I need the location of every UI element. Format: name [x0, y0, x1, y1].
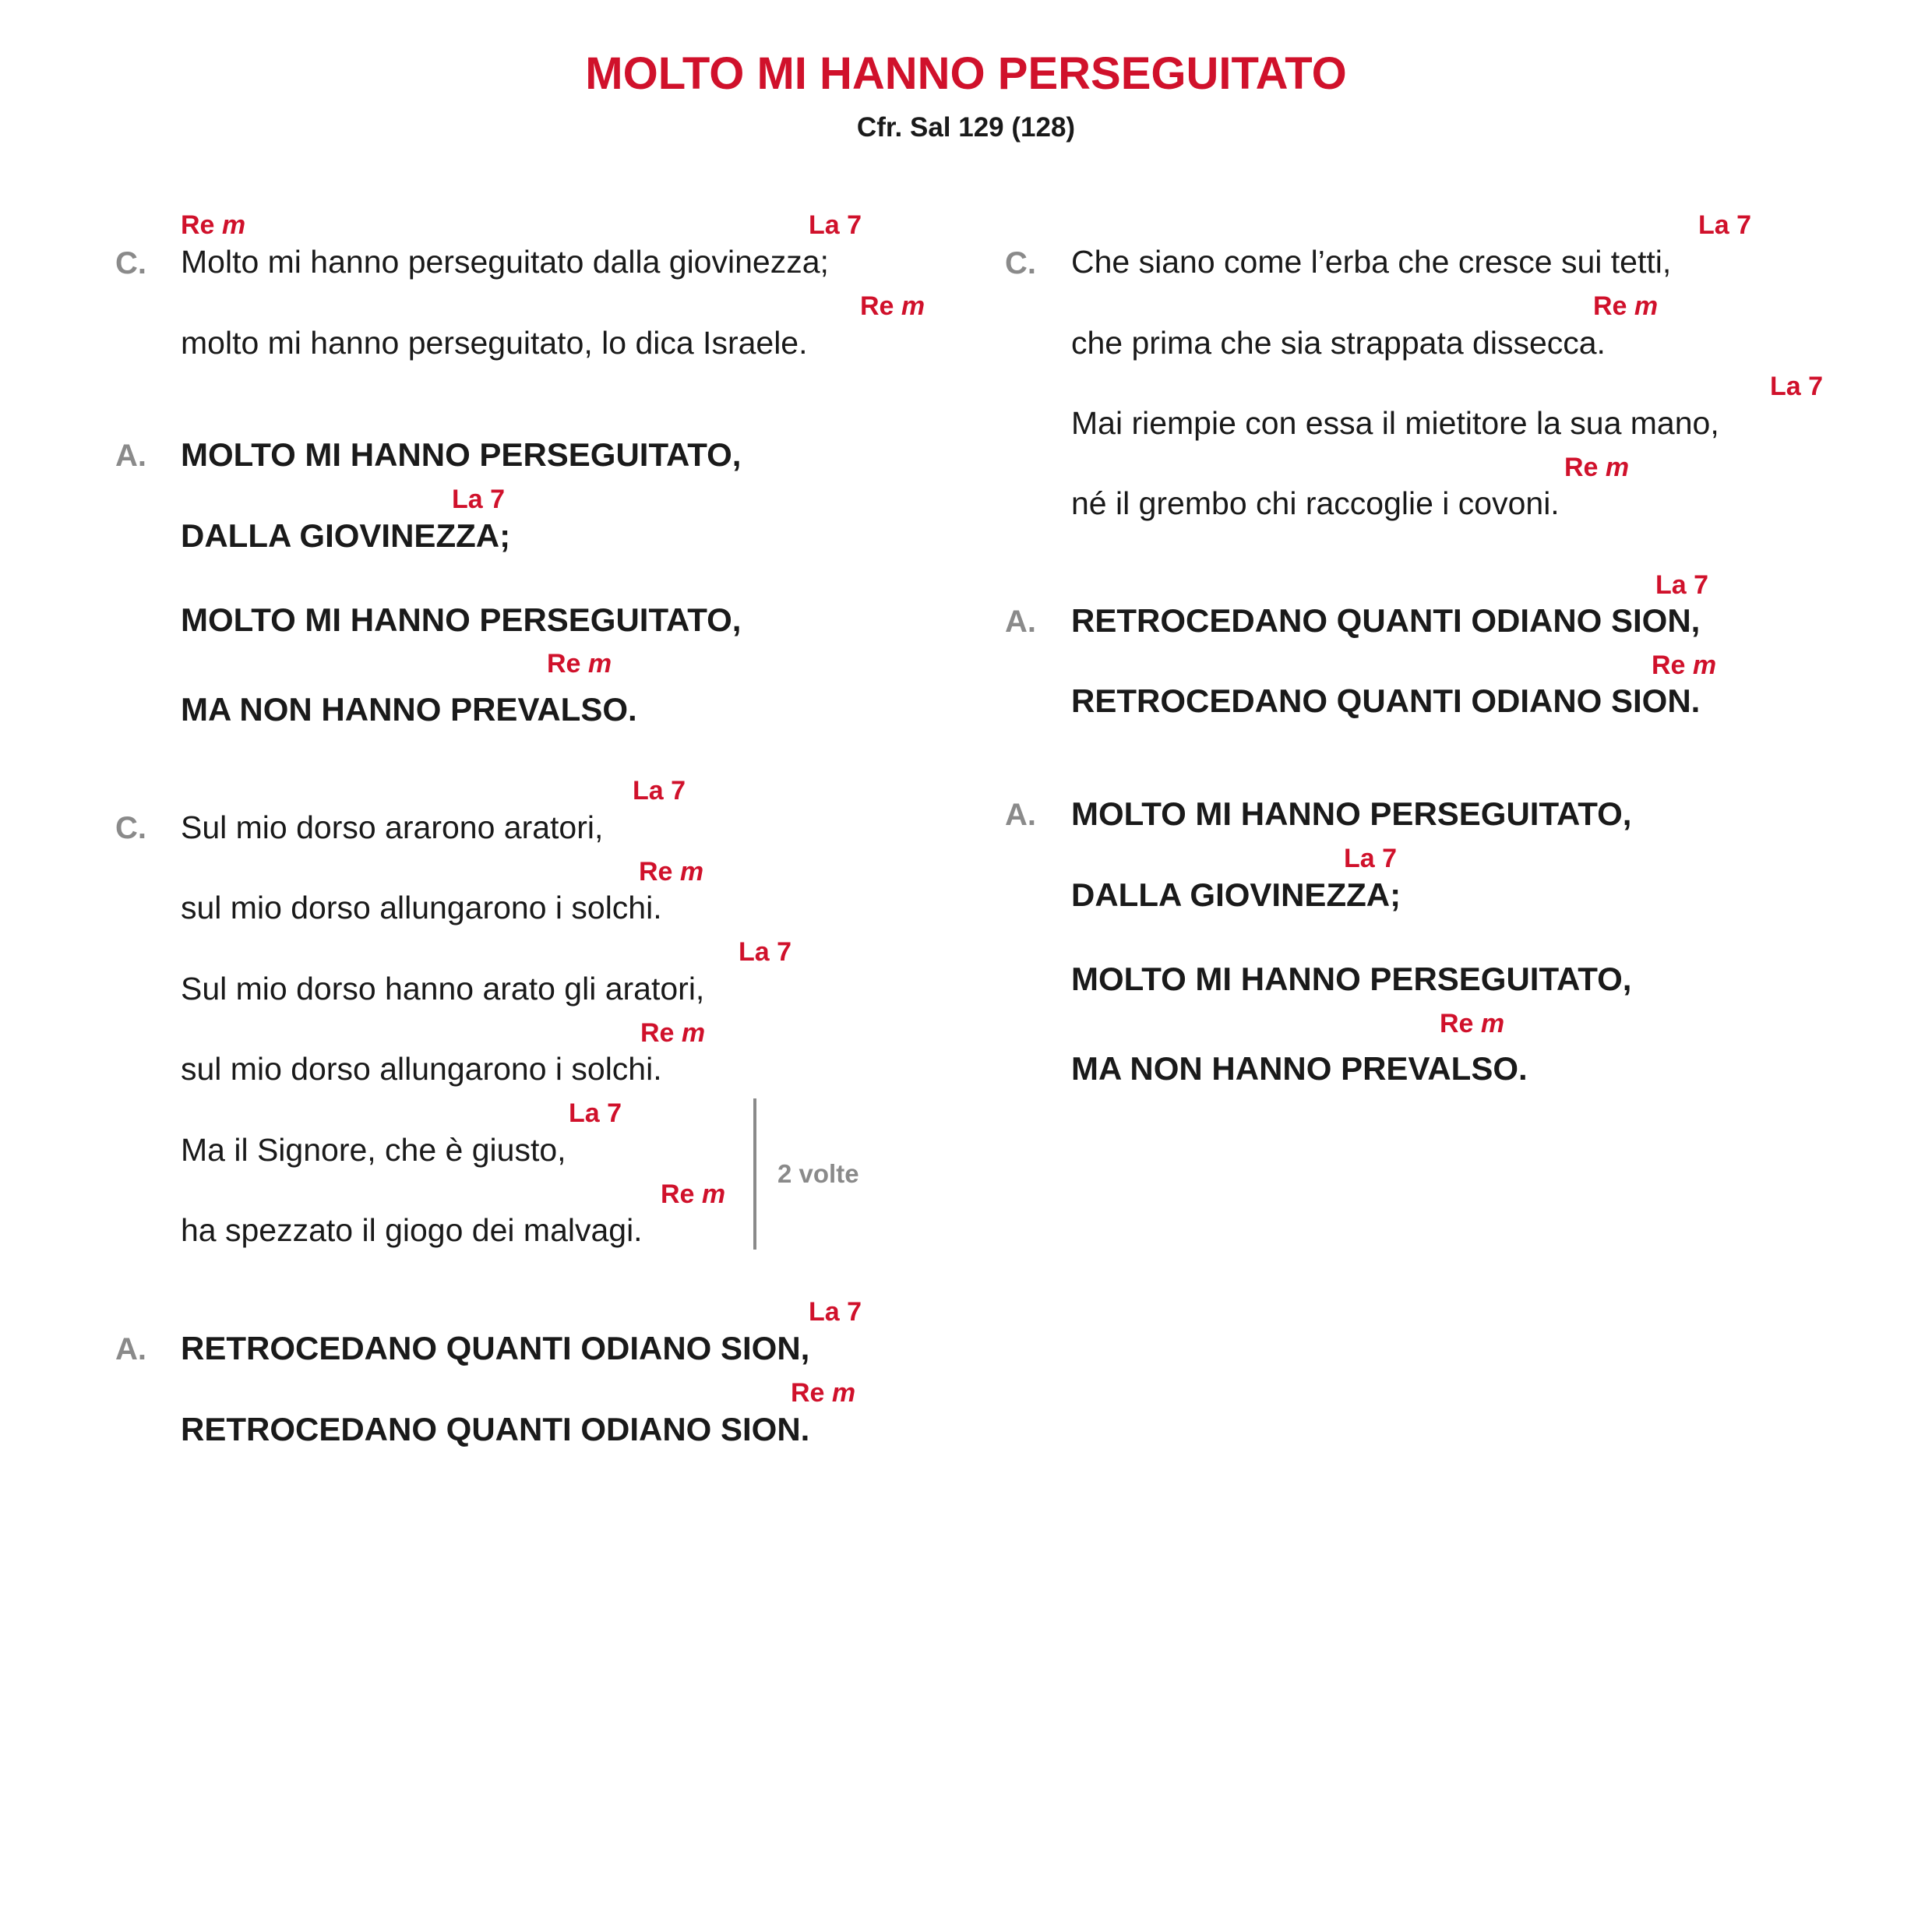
- chord-la7: La 7: [809, 210, 862, 240]
- lyric-line: sul mio dorso allungarono i solchi.: [181, 890, 662, 925]
- lyric-line: molto mi hanno perseguitato, lo dica Israele.: [181, 325, 808, 361]
- lyric-line: RETROCEDANO QUANTI ODIANO SION,: [1071, 602, 1701, 639]
- song-subtitle: Cfr. Sal 129 (128): [856, 112, 1076, 143]
- lyric-line: DALLA GIOVINEZZA;: [1071, 876, 1401, 913]
- lyric-line: MOLTO MI HANNO PERSEGUITATO,: [181, 601, 742, 638]
- lyric-line: né il grembo chi raccoglie i covoni.: [1071, 485, 1560, 521]
- chord-la7: La 7: [1698, 210, 1752, 240]
- chord-la7: La 7: [633, 776, 686, 806]
- chord-rem: Re m: [791, 1378, 856, 1408]
- lyric-line: Sul mio dorso hanno arato gli aratori,: [181, 971, 705, 1007]
- lyric-line: Che siano come l’erba che cresce sui tetti,: [1071, 244, 1672, 280]
- section-label: A.: [1005, 798, 1036, 832]
- chord-la7: La 7: [809, 1297, 862, 1327]
- chord-rem: Re m: [1564, 453, 1630, 482]
- chord-la7: La 7: [739, 937, 792, 967]
- section-label: A.: [115, 1332, 146, 1366]
- lyric-line: MOLTO MI HANNO PERSEGUITATO,: [1071, 961, 1632, 997]
- chord-rem: Re m: [1593, 291, 1659, 321]
- lyric-line: Mai riempie con essa il mietitore la sua mano,: [1071, 405, 1719, 441]
- lyric-line: RETROCEDANO QUANTI ODIANO SION.: [1071, 682, 1701, 719]
- lyric-line: MA NON HANNO PREVALSO.: [181, 691, 637, 728]
- lyric-line: che prima che sia strappata dissecca.: [1071, 325, 1606, 361]
- chord-rem: Re m: [1652, 650, 1717, 680]
- repeat-bracket: [753, 1098, 756, 1250]
- lyric-line: RETROCEDANO QUANTI ODIANO SION.: [181, 1411, 810, 1447]
- chord-la7: La 7: [452, 485, 506, 514]
- lyric-line: Sul mio dorso ararono aratori,: [181, 809, 604, 845]
- chord-rem: Re m: [181, 210, 246, 240]
- section-label: C.: [1005, 246, 1036, 280]
- chord-rem: Re m: [639, 857, 704, 887]
- chord-rem: Re m: [1440, 1009, 1505, 1038]
- lyric-line: Molto mi hanno perseguitato dalla giovinezza;: [181, 244, 829, 280]
- chord-rem: Re m: [547, 649, 612, 679]
- chord-la7: La 7: [1770, 372, 1824, 401]
- lyric-line: Ma il Signore, che è giusto,: [181, 1132, 566, 1168]
- lyric-line: MOLTO MI HANNO PERSEGUITATO,: [181, 436, 742, 473]
- lyric-line: sul mio dorso allungarono i solchi.: [181, 1051, 662, 1087]
- song-title: MOLTO MI HANNO PERSEGUITATO: [585, 48, 1347, 99]
- chord-la7: La 7: [569, 1098, 622, 1128]
- chord-la7: La 7: [1344, 844, 1398, 873]
- chord-la7: La 7: [1655, 570, 1709, 600]
- lyric-line: DALLA GIOVINEZZA;: [181, 517, 511, 554]
- chord-rem: Re m: [661, 1179, 726, 1209]
- repeat-note: 2 volte: [777, 1159, 859, 1188]
- lyric-line: ha spezzato il giogo dei malvagi.: [181, 1212, 643, 1248]
- section-label: A.: [1005, 605, 1036, 639]
- section-label: C.: [115, 246, 146, 280]
- chord-rem: Re m: [640, 1018, 706, 1048]
- section-label: C.: [115, 811, 146, 845]
- lyric-line: MA NON HANNO PREVALSO.: [1071, 1050, 1528, 1087]
- lyric-line: RETROCEDANO QUANTI ODIANO SION,: [181, 1330, 810, 1366]
- chord-rem: Re m: [860, 291, 925, 321]
- lyric-line: MOLTO MI HANNO PERSEGUITATO,: [1071, 795, 1632, 832]
- section-label: A.: [115, 439, 146, 473]
